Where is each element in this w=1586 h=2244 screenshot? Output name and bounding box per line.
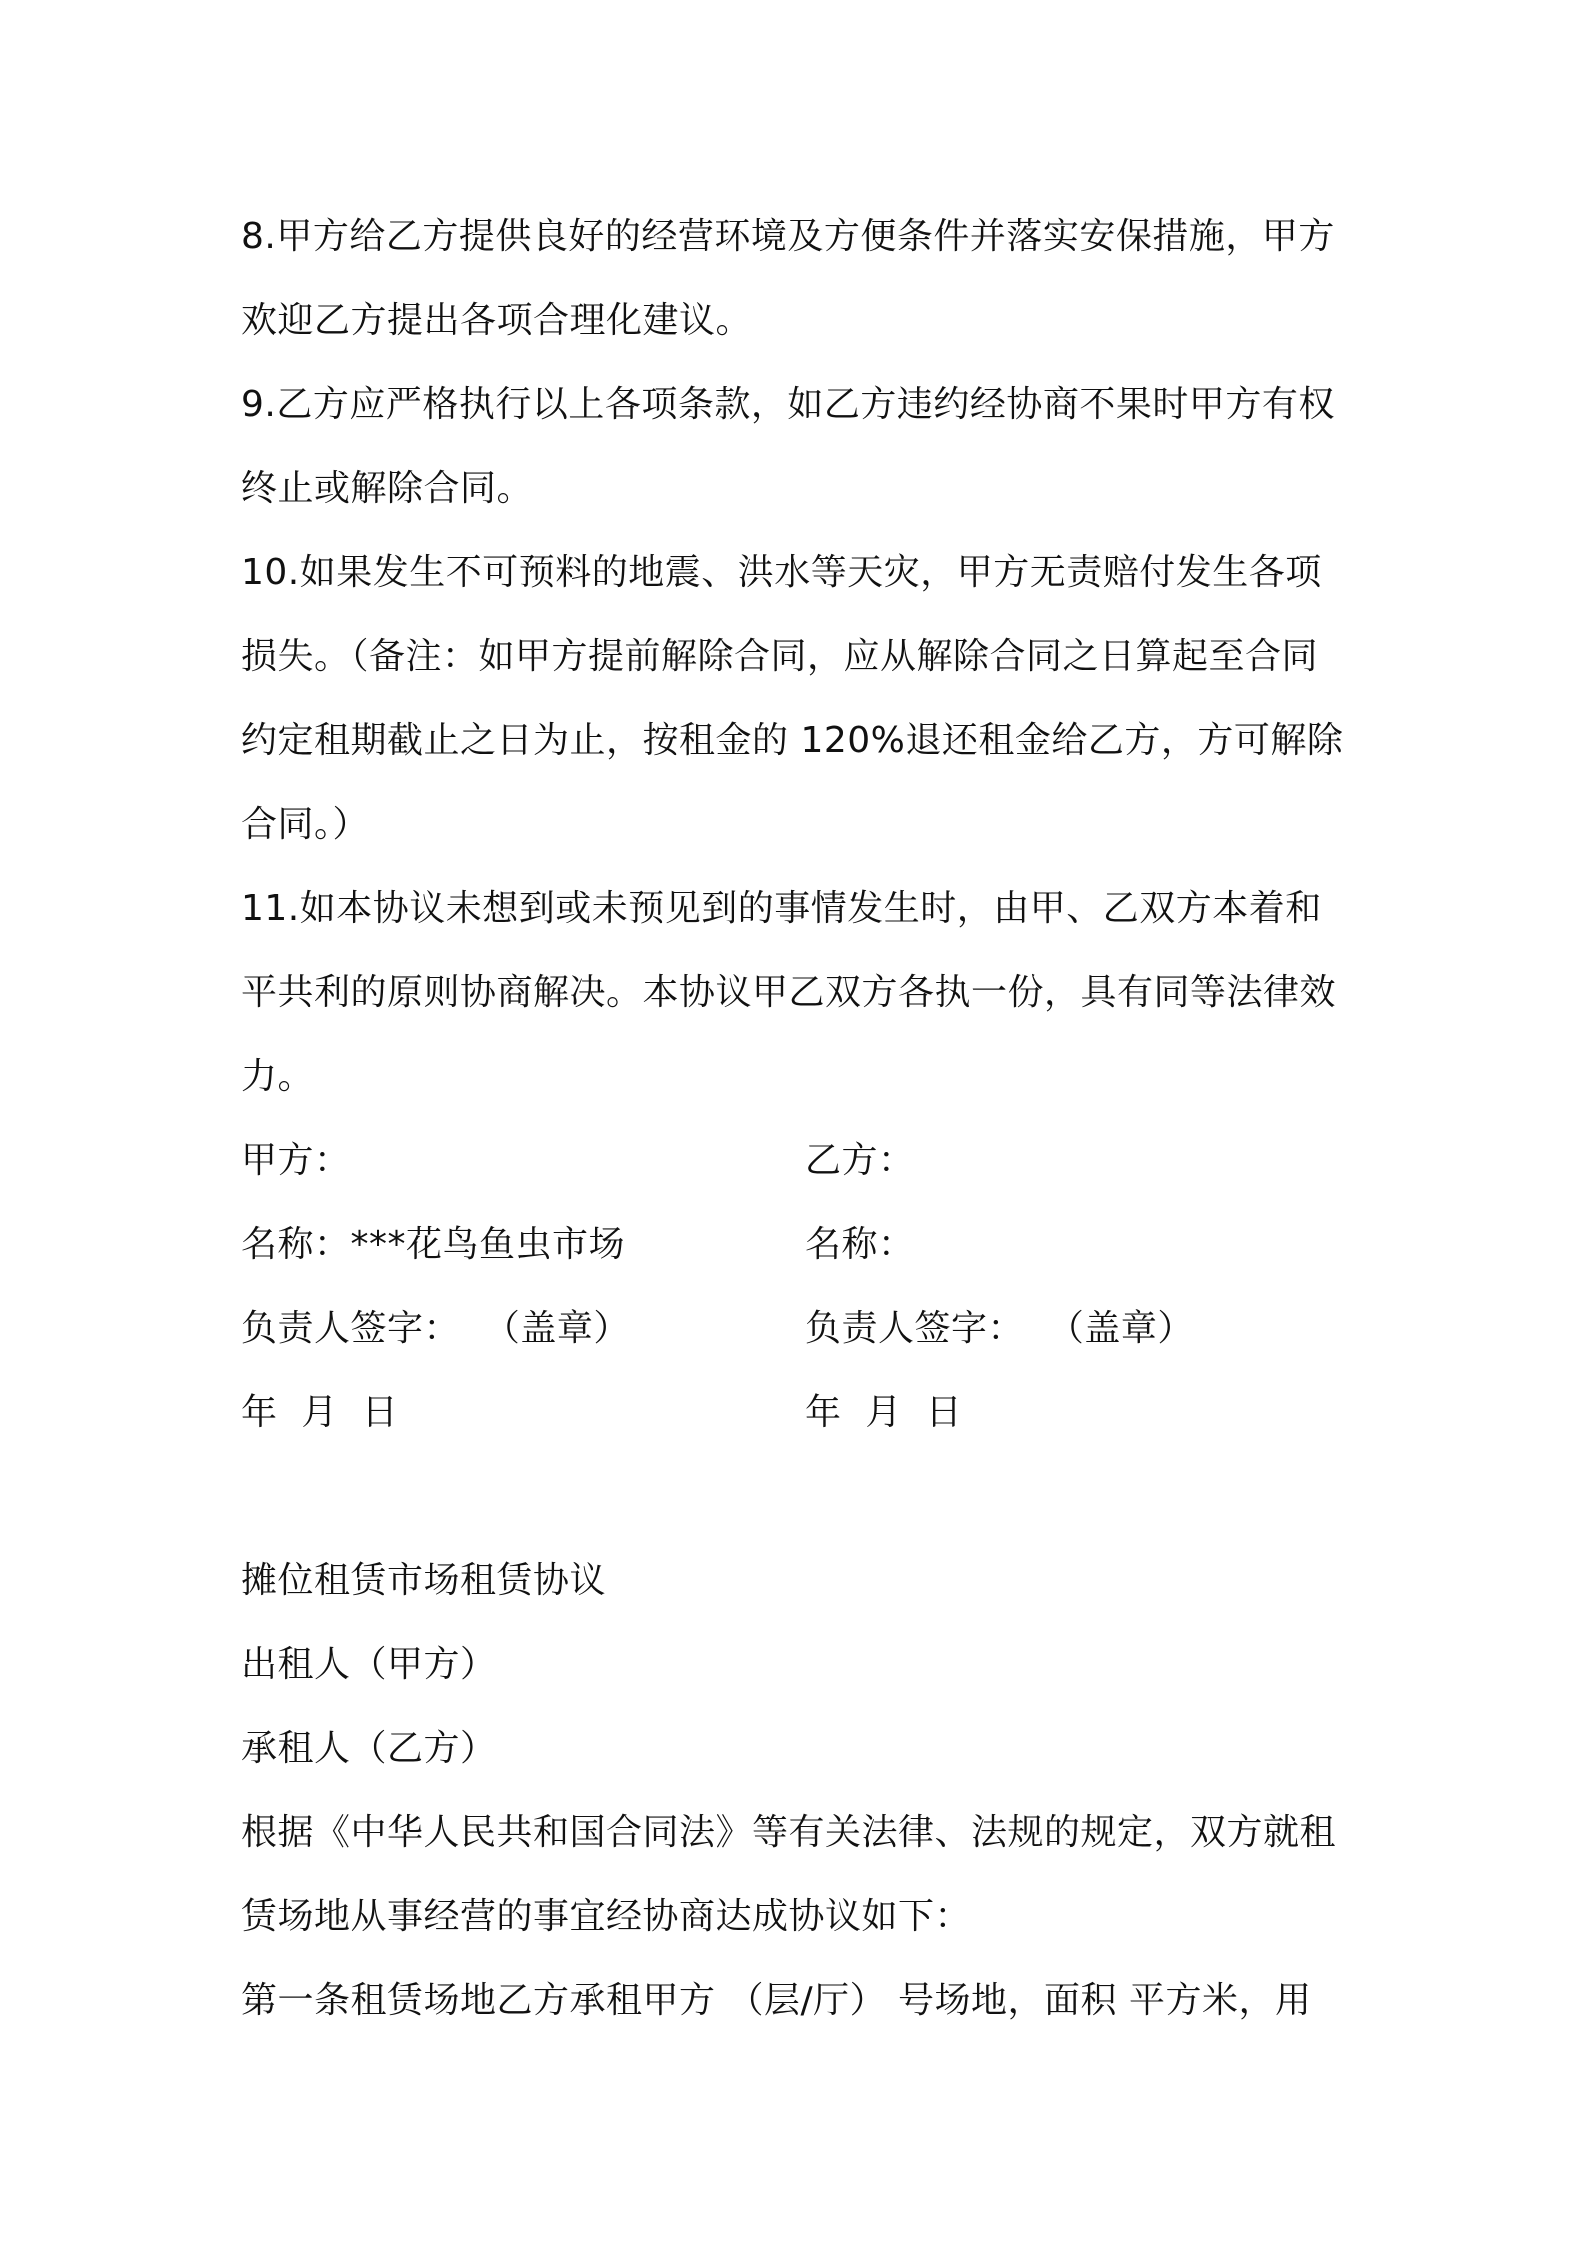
party-a-signer: 负责人签字： （盖章） — [241, 1308, 630, 1349]
party-b-label: 乙方： — [805, 1140, 915, 1181]
clause-10-line-4: 合同。） — [241, 804, 370, 845]
lessor-line: 出租人（甲方） — [241, 1644, 497, 1685]
signature-date-row — [241, 1371, 1361, 1455]
section-spacer — [241, 1455, 1361, 1539]
party-b-signer: 负责人签字： （盖章） — [805, 1308, 1194, 1349]
signature-name-row — [241, 1203, 1361, 1287]
clause-10-line-2: 损失。（备注：如甲方提前解除合同，应从解除合同之日算起至合同 — [241, 636, 1319, 677]
party-b-name: 名称： — [805, 1224, 915, 1265]
party-a-date: 年 月 日 — [241, 1392, 399, 1433]
article-1-line-1: 第一条租赁场地乙方承租甲方 （层/厅） 号场地，面积 平方米，用 — [241, 1980, 1312, 2021]
clause-8-line-2: 欢迎乙方提出各项合理化建议。 — [241, 300, 753, 341]
clause-8-line-1: 8.甲方给乙方提供良好的经营环境及方便条件并落实安保措施，甲方 — [241, 216, 1335, 257]
signature-party-row — [241, 1119, 1361, 1203]
preamble-line-1: 根据《中华人民共和国合同法》等有关法律、法规的规定，双方就租 — [241, 1812, 1337, 1853]
clause-11-line-1: 11.如本协议未想到或未预见到的事情发生时，由甲、乙双方本着和 — [241, 888, 1322, 929]
clause-10-line-3: 约定租期截止之日为止，按租金的 120%退还租金给乙方，方可解除 — [241, 720, 1344, 761]
party-a-label: 甲方： — [241, 1140, 351, 1181]
clause-11-line-3: 力。 — [241, 1056, 315, 1097]
signature-signer-row — [241, 1287, 1361, 1371]
clause-11-line-2: 平共利的原则协商解决。本协议甲乙双方各执一份，具有同等法律效 — [241, 972, 1337, 1013]
lessee-line: 承租人（乙方） — [241, 1728, 497, 1769]
party-b-date: 年 月 日 — [805, 1392, 963, 1433]
preamble-line-2: 赁场地从事经营的事宜经协商达成协议如下： — [241, 1896, 972, 1937]
party-a-name: 名称：***花鸟鱼虫市场 — [241, 1224, 626, 1265]
document-body — [241, 195, 1361, 2043]
agreement-title: 摊位租赁市场租赁协议 — [241, 1560, 607, 1601]
clause-10-line-1: 10.如果发生不可预料的地震、洪水等天灾，甲方无责赔付发生各项 — [241, 552, 1322, 593]
clause-9-line-2: 终止或解除合同。 — [241, 468, 534, 509]
clause-9-line-1: 9.乙方应严格执行以上各项条款，如乙方违约经协商不果时甲方有权 — [241, 384, 1335, 425]
